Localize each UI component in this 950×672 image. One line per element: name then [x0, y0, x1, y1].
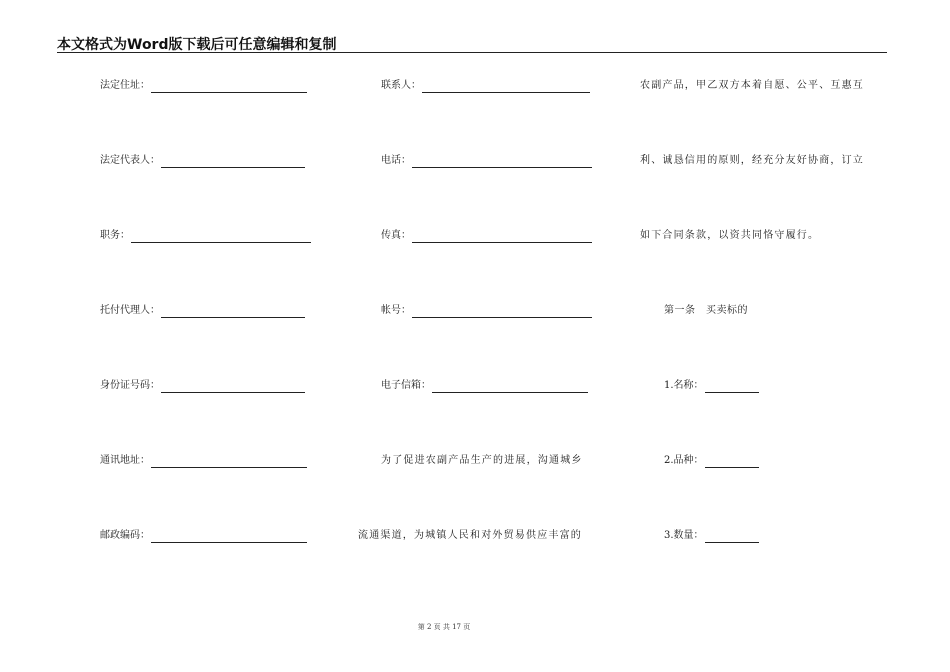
- fill-in-line: [705, 457, 759, 468]
- form-field-contact-person: [381, 79, 590, 93]
- field-label: 电子信箱：: [381, 380, 431, 391]
- form-field-item-variety: [664, 454, 759, 468]
- fill-in-line: [412, 307, 592, 318]
- field-label: 2.品种：: [664, 455, 704, 466]
- fill-in-line: [432, 382, 588, 393]
- header-divider: [57, 52, 887, 53]
- form-field-postal-code: [100, 529, 307, 543]
- fill-in-line: [422, 82, 590, 93]
- field-label: 帐号：: [381, 305, 411, 316]
- page-number: 第 2 页 共 17 页: [417, 623, 471, 631]
- document-header-title: 本文格式为Word版下载后可任意编辑和复制: [57, 37, 337, 53]
- fill-in-line: [131, 232, 311, 243]
- article-title: 第一条 买卖标的: [664, 305, 748, 316]
- field-label: 邮政编码：: [100, 530, 150, 541]
- fill-in-line: [161, 157, 305, 168]
- field-label: 传真：: [381, 230, 411, 241]
- field-label: 联系人：: [381, 80, 421, 91]
- field-label: 托付代理人：: [100, 305, 160, 316]
- fill-in-line: [412, 232, 592, 243]
- form-field-authorized-agent: [100, 304, 305, 318]
- fill-in-line: [705, 382, 759, 393]
- field-label: 法定住址：: [100, 80, 150, 91]
- fill-in-line: [151, 457, 307, 468]
- field-label: 3.数量：: [664, 530, 704, 541]
- form-field-email: [381, 379, 588, 393]
- form-field-phone: [381, 154, 592, 168]
- field-label: 1.名称：: [664, 380, 704, 391]
- form-field-mailing-address: [100, 454, 307, 468]
- form-field-item-quantity: [664, 529, 759, 543]
- form-field-fax: [381, 229, 592, 243]
- field-label: 通讯地址：: [100, 455, 150, 466]
- paragraph-line: 利、诚恳信用的原则，经充分友好协商，订立: [640, 155, 864, 166]
- form-field-position: [100, 229, 311, 243]
- fill-in-line: [161, 382, 305, 393]
- field-label: 职务：: [100, 230, 130, 241]
- form-field-account: [381, 304, 592, 318]
- field-label: 身份证号码：: [100, 380, 160, 391]
- fill-in-line: [705, 532, 759, 543]
- form-field-legal-representative: [100, 154, 305, 168]
- paragraph-line: 流通渠道，为城镇人民和对外贸易供应丰富的: [358, 530, 582, 541]
- form-field-legal-address: [100, 79, 307, 93]
- paragraph-line: 农副产品，甲乙双方本着自愿、公平、互惠互: [640, 80, 864, 91]
- fill-in-line: [161, 307, 305, 318]
- paragraph-line: 如下合同条款，以资共同恪守履行。: [640, 230, 820, 241]
- field-label: 法定代表人：: [100, 155, 160, 166]
- field-label: 电话：: [381, 155, 411, 166]
- paragraph-line: 为了促进农副产品生产的进展，沟通城乡: [381, 455, 583, 466]
- fill-in-line: [151, 532, 307, 543]
- form-field-id-number: [100, 379, 305, 393]
- fill-in-line: [412, 157, 592, 168]
- fill-in-line: [151, 82, 307, 93]
- form-field-item-name: [664, 379, 759, 393]
